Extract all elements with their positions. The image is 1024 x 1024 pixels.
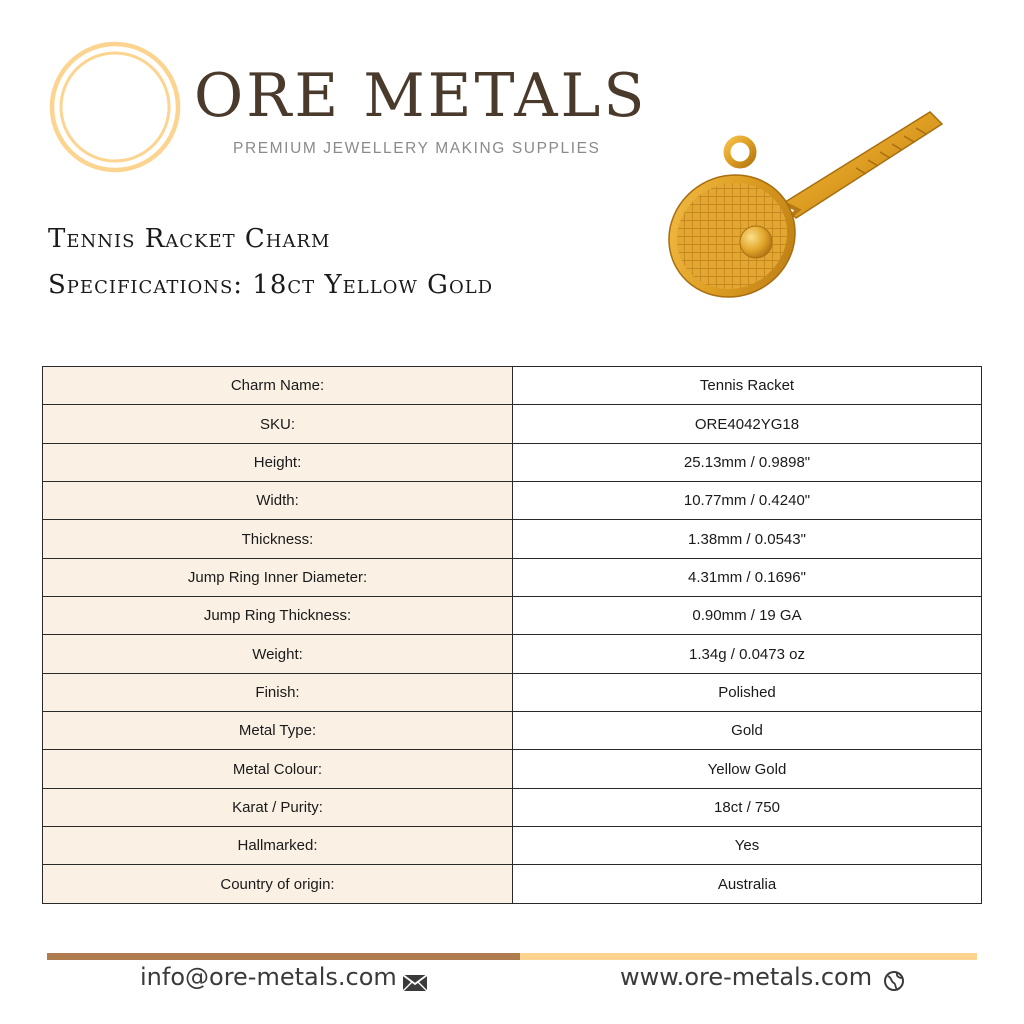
- spec-value: Yes: [513, 827, 982, 865]
- table-row: [43, 482, 982, 520]
- spec-value: 0.90mm / 19 GA: [513, 597, 982, 635]
- table-row: [43, 865, 982, 904]
- table-row: [43, 405, 982, 443]
- footer-email-link[interactable]: info@ore-metals.com: [140, 963, 397, 991]
- spec-value: 18ct / 750: [513, 788, 982, 826]
- spec-label: Thickness:: [43, 520, 513, 558]
- product-specification: Specifications: 18ct Yellow Gold: [48, 270, 494, 300]
- spec-label: Country of origin:: [43, 865, 513, 904]
- table-row: [43, 367, 982, 405]
- envelope-icon: [402, 974, 428, 992]
- spec-value: 1.34g / 0.0473 oz: [513, 635, 982, 673]
- footer-website-link[interactable]: www.ore-metals.com: [620, 963, 873, 991]
- table-row: [43, 788, 982, 826]
- spec-value: 10.77mm / 0.4240": [513, 482, 982, 520]
- spec-label: Weight:: [43, 635, 513, 673]
- spec-value: 1.38mm / 0.0543": [513, 520, 982, 558]
- spec-label: Karat / Purity:: [43, 788, 513, 826]
- spec-label: SKU:: [43, 405, 513, 443]
- spec-label: Jump Ring Inner Diameter:: [43, 558, 513, 596]
- spec-value: Gold: [513, 712, 982, 750]
- spec-label: Width:: [43, 482, 513, 520]
- spec-label: Metal Type:: [43, 712, 513, 750]
- specifications-table: [42, 366, 982, 904]
- spec-label: Height:: [43, 443, 513, 481]
- globe-icon: [883, 970, 905, 992]
- spec-label: Charm Name:: [43, 367, 513, 405]
- product-title: Tennis Racket Charm: [48, 224, 331, 254]
- table-row: [43, 597, 982, 635]
- tennis-racket-charm-image: [660, 100, 956, 300]
- footer-divider-dark: [47, 953, 520, 960]
- logo-ring-icon: [48, 40, 182, 174]
- table-row: [43, 635, 982, 673]
- table-row: [43, 558, 982, 596]
- table-row: [43, 443, 982, 481]
- spec-value: 25.13mm / 0.9898": [513, 443, 982, 481]
- spec-value: ORE4042YG18: [513, 405, 982, 443]
- footer-divider-light: [520, 953, 977, 960]
- spec-value: Tennis Racket: [513, 367, 982, 405]
- table-row: [43, 827, 982, 865]
- spec-label: Jump Ring Thickness:: [43, 597, 513, 635]
- table-row: [43, 673, 982, 711]
- brand-tagline: PREMIUM JEWELLERY MAKING SUPPLIES: [233, 140, 601, 157]
- table-row: [43, 712, 982, 750]
- spec-value: Polished: [513, 673, 982, 711]
- spec-value: Yellow Gold: [513, 750, 982, 788]
- spec-label: Metal Colour:: [43, 750, 513, 788]
- table-row: [43, 520, 982, 558]
- spec-value: Australia: [513, 865, 982, 904]
- spec-label: Finish:: [43, 673, 513, 711]
- spec-value: 4.31mm / 0.1696": [513, 558, 982, 596]
- table-row: [43, 750, 982, 788]
- spec-label: Hallmarked:: [43, 827, 513, 865]
- brand-name: ORE METALS: [194, 61, 648, 131]
